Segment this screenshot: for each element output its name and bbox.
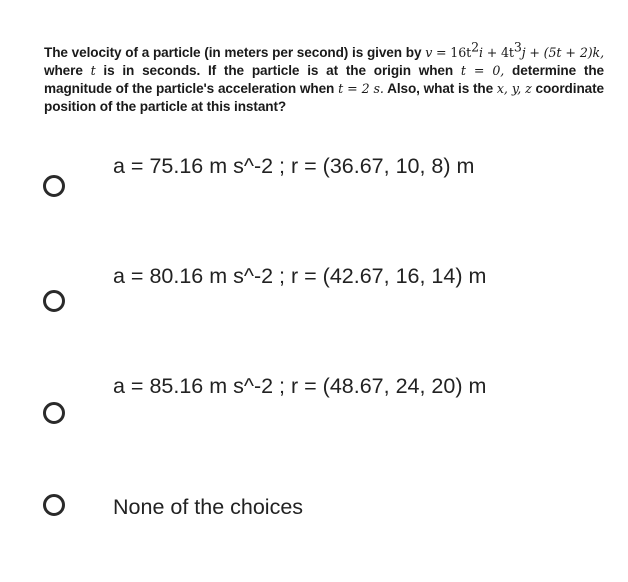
answer-option-2[interactable]	[0, 255, 628, 335]
math-t-equals-0: t = 0,	[460, 63, 505, 78]
math-unit-j: j	[521, 45, 526, 60]
math-plus: +	[486, 45, 498, 60]
math-xyz: x, y, z	[496, 81, 532, 96]
math-equals: =	[436, 45, 447, 60]
question-part-3: is in seconds. If the particle is at the origin when	[103, 63, 454, 78]
math-t-equals-2s: t = 2 s.	[338, 81, 384, 96]
question-part-4: determine the magnitude of the particle's acceleration when	[44, 63, 605, 96]
question-part-2: where	[44, 63, 83, 78]
math-unit-i: i	[479, 45, 483, 60]
math-4t: 4t	[500, 45, 514, 60]
math-exponent-2: 2	[471, 39, 479, 55]
radio-button-icon[interactable]	[43, 290, 65, 312]
radio-button-icon[interactable]	[43, 402, 65, 424]
question-part-6: coordinate position of the particle at this instant?	[44, 81, 604, 114]
answer-option-label: a = 75.16 m s^-2 ; r = (36.67, 10, 8) m	[113, 154, 475, 178]
question-text	[44, 39, 605, 116]
answer-option-1[interactable]	[0, 145, 628, 225]
answer-option-3[interactable]	[0, 365, 628, 445]
answer-option-label: None of the choices	[113, 495, 304, 519]
math-5t-plus-2-k: (5t + 2)k,	[543, 45, 604, 60]
radio-button-icon[interactable]	[43, 494, 65, 516]
radio-button-icon[interactable]	[43, 175, 65, 197]
answer-option-label: a = 80.16 m s^-2 ; r = (42.67, 16, 14) m	[113, 264, 487, 288]
question-part-1: The velocity of a particle (in meters per second) is given by	[44, 45, 422, 60]
math-t: t	[90, 63, 96, 78]
math-16t: 16t	[450, 45, 472, 60]
math-v: v	[425, 45, 433, 60]
math-exponent-3: 3	[513, 39, 522, 55]
answer-option-label: a = 85.16 m s^-2 ; r = (48.67, 24, 20) m	[113, 374, 487, 398]
answer-option-4[interactable]	[0, 486, 628, 526]
math-plus: +	[529, 45, 540, 60]
question-part-5: Also, what is the	[387, 81, 494, 96]
